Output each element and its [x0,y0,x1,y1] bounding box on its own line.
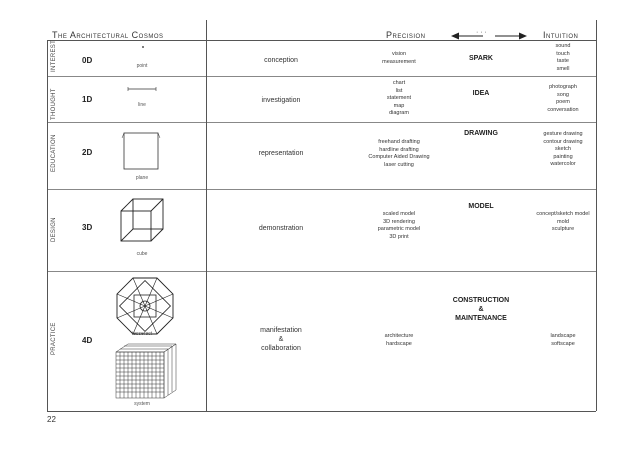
page-number: 22 [47,415,56,424]
key-word: IDEA [472,90,490,97]
dimension-label: 4D [82,336,93,345]
shape-caption: tesseract [131,331,153,337]
intuition-list: concept/sketch model mold sculpture [536,211,590,232]
footer-rule [47,411,596,412]
shape-caption: cube [136,251,148,257]
shape-caption: system [134,401,150,407]
precision-list: scaled model 3D rendering parametric model 3D print [377,211,421,240]
key-word: MODEL [468,203,494,210]
page-title: The Architectural Cosmos [52,30,164,40]
header-rule [47,40,596,41]
arrow-dots: · · · [476,29,487,36]
row-divider [47,271,596,272]
phase-label: demonstration [258,225,304,232]
left-rule [47,40,48,411]
point-icon [141,45,145,49]
dimension-label: 3D [82,223,93,232]
column-divider [206,20,207,411]
system-icon [114,342,178,400]
phase-label: representation [258,150,304,157]
precision-list: chart list statement map diagram [386,80,412,116]
intuition-list: sound touch taste smell [555,43,571,72]
phase-label: manifestation & collaboration [260,327,302,352]
key-word: CONSTRUCTION & MAINTENANCE [452,297,510,322]
shape-caption: line [138,102,146,108]
precision-heading: Precision [386,30,426,40]
dimension-label: 2D [82,148,93,157]
row-label-design: DESIGN [51,217,57,242]
key-word: SPARK [469,55,493,62]
line-icon [127,86,157,92]
intuition-heading: Intuition [543,30,579,40]
precision-list: vision measurement [382,51,416,65]
precision-list: architecture hardscape [384,333,414,347]
intuition-list: photograph song poem conversation [547,84,579,113]
row-label-education: EDUCATION [51,134,57,172]
key-word: DRAWING [464,130,498,137]
row-divider [47,122,596,123]
precision-list: freehand drafting hardline drafting Computer Aided Drawing laser cutting [368,139,430,168]
phase-label: investigation [261,97,301,104]
dimension-label: 1D [82,95,93,104]
intuition-list: gesture drawing contour drawing sketch painting watercolor [543,131,583,167]
row-label-thought: THOUGHT [51,88,57,120]
plane-icon [121,130,161,172]
dimension-label: 0D [82,56,93,65]
cube-icon [117,197,167,247]
phase-label: conception [264,57,298,64]
shape-caption: point [136,63,148,69]
shape-caption: plane [135,175,149,181]
tesseract-icon [115,276,175,336]
intuition-list: landscape softscape [550,333,576,347]
row-label-interest: INTEREST [51,39,57,72]
row-label-practice: PRACTICE [51,322,57,355]
row-divider [47,189,596,190]
row-divider [47,76,596,77]
